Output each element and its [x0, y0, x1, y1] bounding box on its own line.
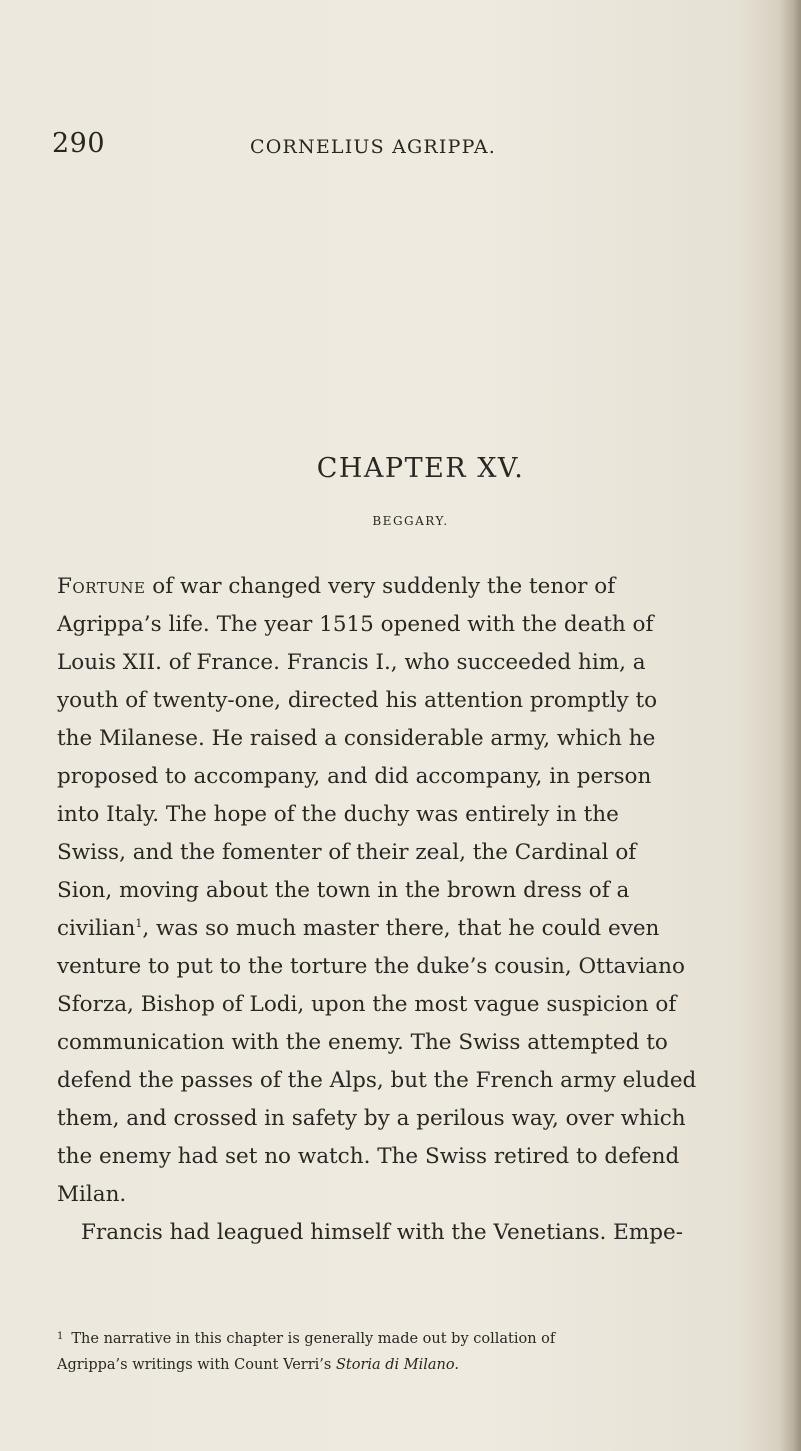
chapter-subtitle: BEGGARY.: [372, 514, 449, 528]
footnote-mark: 1: [57, 1331, 64, 1342]
text-line: them, and crossed in safety by a perilous way, over which: [57, 1106, 686, 1131]
text-line: into Italy. The hope of the duchy was entirely in the: [57, 802, 619, 827]
page-header: [52, 128, 712, 168]
footnote-reference[interactable]: 1: [135, 916, 143, 930]
page-number: 290: [52, 128, 106, 159]
text-line: Agrippa’s life. The year 1515 opened with the death of: [57, 612, 654, 637]
text-line: communication with the enemy. The Swiss attempted to: [57, 1030, 668, 1055]
text-line: Francis had leagued himself with the Venetians. Empe-: [81, 1220, 683, 1245]
text-line: venture to put to the torture the duke’s cousin, Ottaviano: [57, 954, 685, 979]
body-text: [57, 568, 797, 1252]
text-line: the enemy had set no watch. The Swiss retired to defend: [57, 1144, 680, 1169]
footnote-line: $^1$ The narrative in this chapter is generally made out by collation of: [57, 1331, 556, 1347]
text-line: Sion, moving about the town in the brown dress of a: [57, 878, 630, 903]
text-line: Louis XII. of France. Francis I., who succeeded him, a: [57, 650, 646, 675]
text-line: youth of twenty-one, directed his attention promptly to: [57, 688, 658, 713]
footnote: [57, 1324, 797, 1378]
text-line: Milan.: [57, 1182, 127, 1207]
opening-word: Fortune: [57, 574, 146, 599]
text-line: Swiss, and the fomenter of their zeal, the Cardinal of: [57, 840, 637, 865]
text-line: the Milanese. He raised a considerable army, which he: [57, 726, 656, 751]
text-line: civilian$^1$, was so much master there, that he could even: [57, 916, 660, 941]
footnote-line: Agrippa’s writings with Count Verri’s Storia di Milano.: [57, 1357, 459, 1373]
running-head: CORNELIUS AGRIPPA.: [250, 136, 497, 158]
cited-title: Storia di Milano.: [335, 1357, 459, 1373]
text-line: proposed to accompany, and did accompany, in person: [57, 764, 652, 789]
text-line: defend the passes of the Alps, but the French army eluded: [57, 1068, 697, 1093]
chapter-title: CHAPTER XV.: [316, 453, 525, 484]
text-line: Fortune of war changed very suddenly the tenor of: [57, 574, 616, 599]
text-line: Sforza, Bishop of Lodi, upon the most vague suspicion of: [57, 992, 677, 1017]
